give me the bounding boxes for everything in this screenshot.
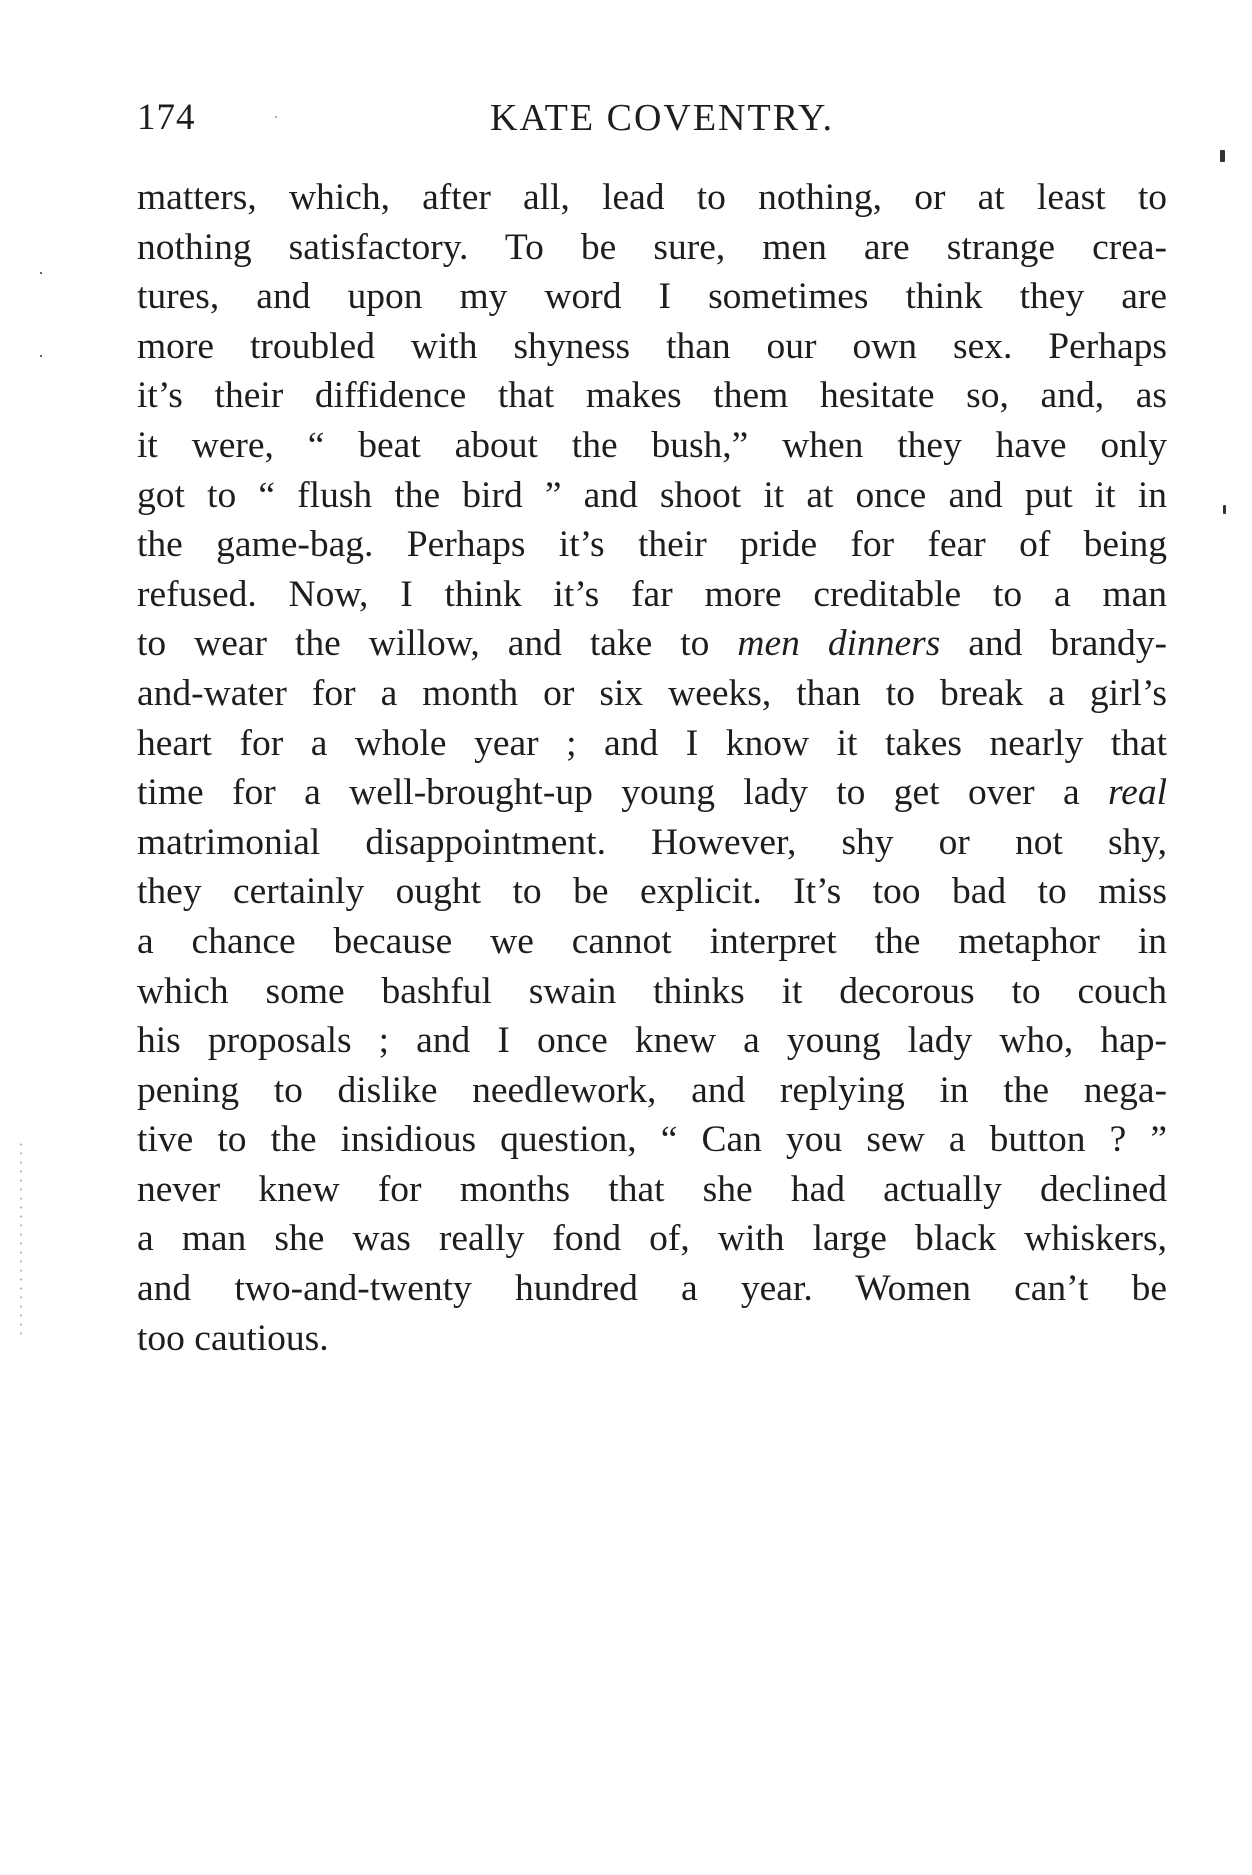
text-line: a chance because we cannot interpret the metaphor in: [137, 920, 1167, 962]
text-line: they certainly ought to be explicit. It’s too bad to miss: [137, 871, 1167, 913]
italic-phrase: real: [1107, 772, 1167, 814]
scan-speck: [40, 355, 42, 357]
text-line: [137, 619, 1167, 669]
scan-noise: [18, 1140, 24, 1340]
text-line: tive to the insidious question, “ Can you sew a button ? ”: [137, 1119, 1167, 1161]
text-line: [137, 768, 1167, 818]
scan-speck: [40, 272, 42, 274]
scan-speck: [1220, 150, 1225, 162]
italic-phrase: men dinners: [737, 623, 941, 665]
text-line: pening to dislike needlework, and replying in the nega-: [137, 1069, 1167, 1111]
page-header: [137, 96, 1167, 152]
text-segment: to wear the willow, and take to: [137, 623, 738, 665]
text-line: and two-and-twenty hundred a year. Women can’t be: [137, 1268, 1167, 1310]
text-line: matrimonial disappointment. However, shy or not shy,: [137, 821, 1167, 863]
text-line: the game-bag. Perhaps it’s their pride for fear of being: [137, 524, 1167, 566]
text-line: more troubled with shyness than our own sex. Perhaps: [137, 325, 1167, 367]
text-line: got to “ flush the bird ” and shoot it at once and put it in: [137, 474, 1167, 516]
body-text: [137, 173, 1167, 1363]
text-line: it were, “ beat about the bush,” when they have only: [137, 424, 1167, 466]
text-segment: and brandy-: [940, 623, 1167, 665]
text-line: which some bashful swain thinks it decorous to couch: [137, 970, 1167, 1012]
text-line: heart for a whole year ; and I know it takes nearly that: [137, 722, 1167, 764]
text-line: and-water for a month or six weeks, than to break a girl’s: [137, 672, 1167, 714]
scan-speck: [275, 116, 277, 118]
text-line: too cautious.: [137, 1317, 329, 1359]
page-number: 174: [137, 97, 196, 138]
text-line: refused. Now, I think it’s far more creditable to a man: [137, 573, 1167, 615]
text-line: it’s their diffidence that makes them hesitate so, and, as: [137, 375, 1167, 417]
text-line: a man she was really fond of, with large black whiskers,: [137, 1218, 1167, 1260]
text-line: nothing satisfactory. To be sure, men are strange crea-: [137, 226, 1167, 268]
text-line: never knew for months that she had actually declined: [137, 1168, 1167, 1210]
text-segment: time for a well-brought-up young lady to get over a: [137, 772, 1108, 814]
text-line: tures, and upon my word I sometimes think they are: [137, 276, 1167, 318]
scan-speck: [1223, 505, 1226, 514]
text-line: matters, which, after all, lead to nothing, or at least to: [137, 177, 1167, 218]
text-line: his proposals ; and I once knew a young lady who, hap-: [137, 1020, 1167, 1062]
running-title: KATE COVENTRY.: [490, 97, 834, 139]
